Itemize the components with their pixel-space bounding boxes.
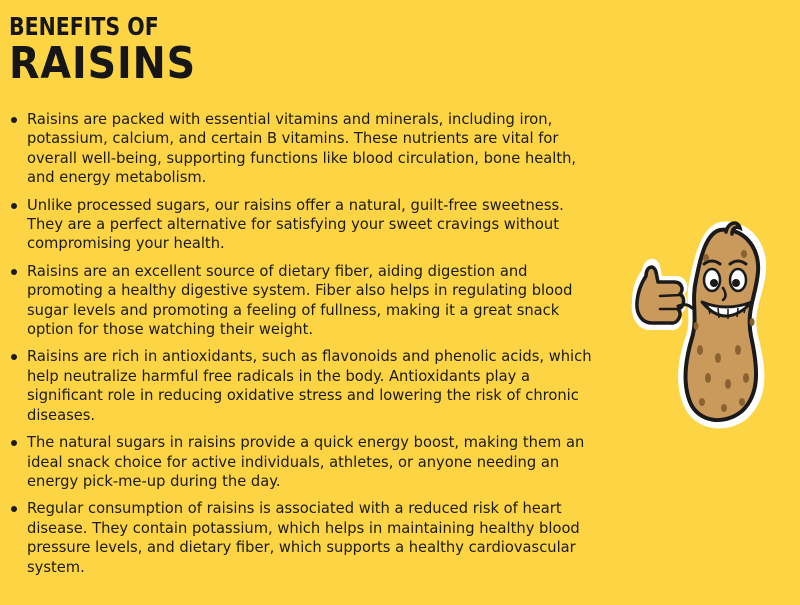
benefit-text: Raisins are rich in antioxidants, such as flavonoids and phenolic acids, which help neutralize harmful free radicals in the body. Antioxidants play a significant role in reducing oxidative stress and lowering the risk of chronic diseases. [27, 348, 592, 424]
peanut-mascot-icon [628, 218, 778, 433]
benefit-item-energy [9, 433, 594, 491]
bullet-icon [11, 440, 17, 446]
benefit-item-antioxidants [9, 347, 594, 425]
benefits-list [9, 110, 594, 585]
benefit-item-fiber [9, 262, 594, 340]
benefit-text: Regular consumption of raisins is associated with a reduced risk of heart disease. They contain potassium, which helps in maintaining healthy blood pressure levels, and dietary fiber, which supports a healthy cardiovascular system. [27, 500, 580, 576]
benefit-text: Raisins are packed with essential vitamins and minerals, including iron, potassium, calcium, and certain B vitamins. These nutrients are vital for overall well-being, supporting functions like blood circulation, bone health, and energy metabolism. [27, 111, 577, 187]
bullet-icon [11, 506, 17, 512]
page-title [9, 12, 217, 89]
bullet-icon [11, 117, 17, 123]
bullet-icon [11, 269, 17, 275]
bullet-icon [11, 354, 17, 360]
benefit-text: Unlike processed sugars, our raisins offer a natural, guilt-free sweetness. They are a perfect alternative for satisfying your sweet cravings without compromising your health. [27, 196, 564, 253]
benefit-item-heart-health [9, 499, 594, 577]
bullet-icon [11, 203, 17, 209]
benefit-item-vitamins [9, 110, 594, 188]
page-title-line1: BENEFITS OF [9, 12, 159, 41]
benefit-text: Raisins are an excellent source of dietary fiber, aiding digestion and promoting a healthy digestive system. Fiber also helps in regulating blood sugar levels and promoting a feeling of fullness, making it a great snack option for those watching their weight. [27, 262, 573, 339]
benefit-item-natural-sweetness [9, 196, 594, 254]
page-title-line2: RAISINS [9, 38, 197, 89]
benefit-text: The natural sugars in raisins provide a quick energy boost, making them an ideal snack choice for active individuals, athletes, or anyone needing an energy pick-me-up during the day. [27, 434, 585, 490]
